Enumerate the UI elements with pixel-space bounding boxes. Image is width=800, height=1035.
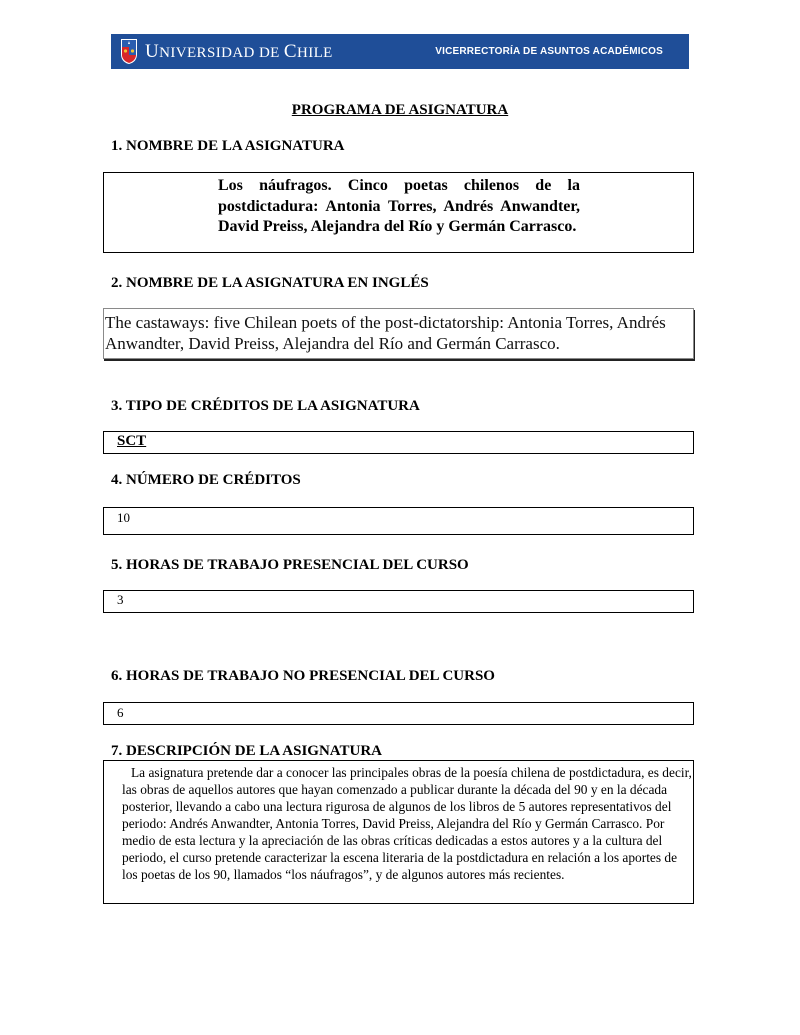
course-name-value: Los náufragos. Cinco poetas chilenos de la postdictadura: Antonia Torres, Andrés Anwandter, David Preiss, Alejandra del Río y Germán Carrasco.	[218, 177, 580, 235]
credits-box	[103, 507, 694, 535]
section-4-heading: 4. NÚMERO DE CRÉDITOS	[111, 472, 301, 488]
section-5-heading: 5. HORAS DE TRABAJO PRESENCIAL DEL CURSO	[111, 557, 469, 573]
header-banner	[111, 34, 689, 69]
credit-type-value: SCT	[117, 433, 147, 449]
credit-type-box	[103, 431, 694, 454]
presential-hours-value: 3	[117, 592, 124, 607]
non-presential-hours-value: 6	[117, 705, 124, 720]
vicerrectoria-label: VICERRECTORÍA DE ASUNTOS ACADÉMICOS	[435, 46, 663, 57]
course-name-box	[103, 172, 694, 253]
course-name-english-value: The castaways: five Chilean poets of the post-dictatorship: Antonia Torres, Andrés Anwandter, David Preiss, Alejandra del Río and Germán Carrasco.	[105, 313, 666, 353]
section-6-heading: 6. HORAS DE TRABAJO NO PRESENCIAL DEL CURSO	[111, 668, 495, 684]
description-value: La asignatura pretende dar a conocer las principales obras de la poesía chilena de postdictadura, es decir, las obras de aquellos autores que hayan comenzado a publicar durante la década del 90 y en la década posterior, llevando a cabo una lectura rigurosa de algunos de los libros de 5 autores representativos del periodo: Andrés Anwandter, Antonia Torres, David Preiss, Alejandra del Río y Germán Carrasco. Por medio de esta lectura y la apreciación de las obras críticas dedicadas a estos autores y a la cultura del periodo, el curso pretende caracterizar la escena literaria de la postdictadura en relación a los aportes de los poetas de los 90, llamados “los náufragos”, y de algunos autores más recientes.	[122, 765, 692, 882]
section-3-heading: 3. TIPO DE CRÉDITOS DE LA ASIGNATURA	[111, 398, 420, 414]
presential-hours-box	[103, 590, 694, 613]
university-name: UNIVERSIDAD DE CHILE	[145, 40, 333, 62]
section-7-heading: 7. DESCRIPCIÓN DE LA ASIGNATURA	[111, 743, 383, 759]
section-1-heading: 1. NOMBRE DE LA ASIGNATURA	[111, 138, 345, 154]
non-presential-hours-box	[103, 702, 694, 725]
course-name-english-box	[103, 308, 694, 359]
description-box	[103, 760, 694, 904]
university-shield-icon	[120, 38, 138, 65]
section-2-heading: 2. NOMBRE DE LA ASIGNATURA EN INGLÉS	[111, 275, 429, 291]
page-title: PROGRAMA DE ASIGNATURA	[291, 102, 509, 118]
credits-value: 10	[117, 510, 130, 525]
